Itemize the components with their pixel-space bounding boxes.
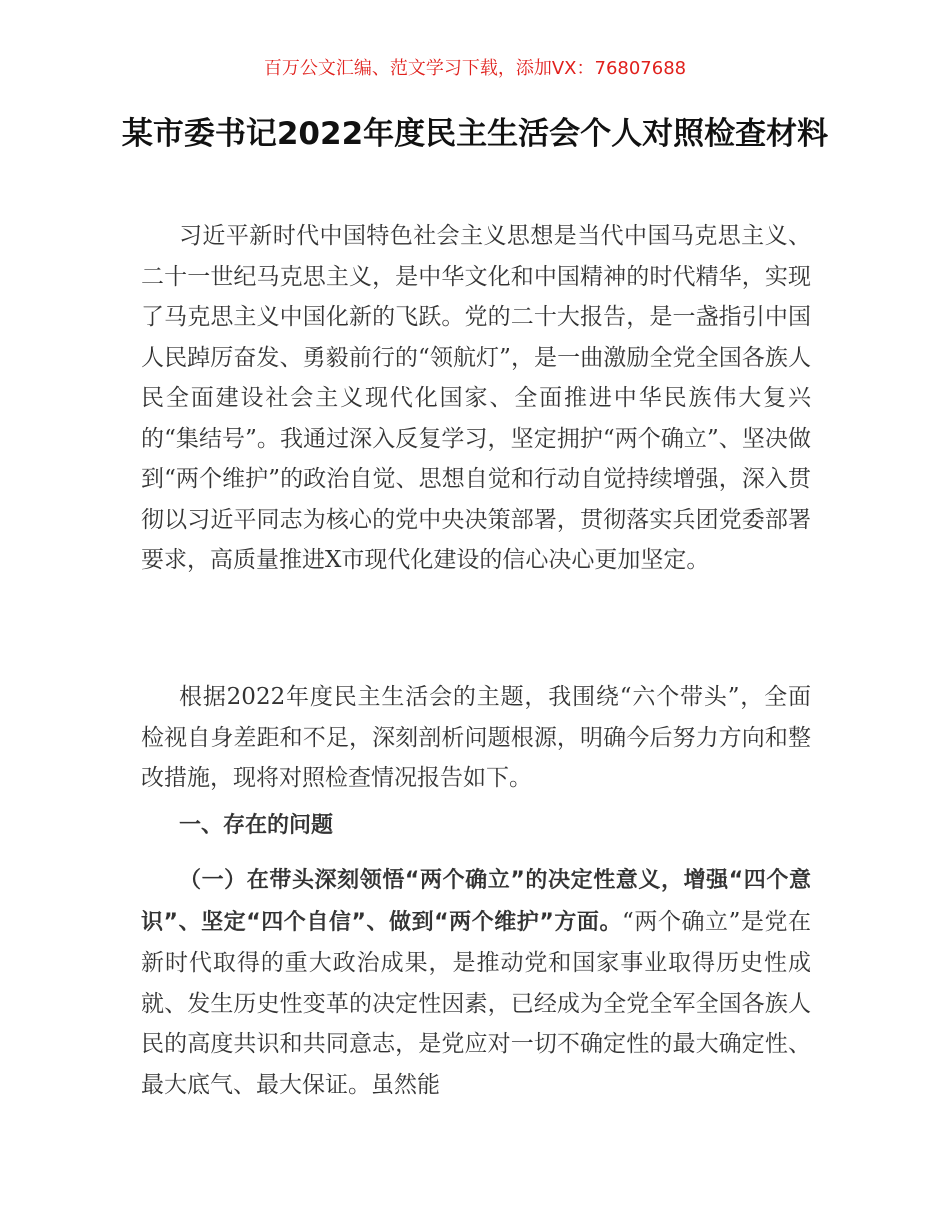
document-title: 某市委书记2022年度民主生活会个人对照检查材料 <box>121 116 829 152</box>
subsection-body: “两个确立”是党在新时代取得的重大政治成果，是推动党和国家事业取得历史性成就、发生历史性变革的决定性因素，已经成为全党全军全国各族人民的高度共识和共同意志，是党应对一切不确定性的最大确定性、最大底气、最大保证。虽然能 <box>141 908 811 1098</box>
paragraph-intro: 习近平新时代中国特色社会主义思想是当代中国马克思主义、二十一世纪马克思主义，是中华文化和中国精神的时代精华，实现了马克思主义中国化新的飞跃。党的二十大报告，是一盏指引中国人民踔厉奋发、勇毅前行的“领航灯”，是一曲激励全党全国各族人民全面建设社会主义现代化国家、全面推进中华民族伟大复兴的“集结号”。我通过深入反复学习，坚定拥护“两个确立”、坚决做到“两个维护”的政治自觉、思想自觉和行动自觉持续增强，深入贯彻以习近平同志为核心的党中央决策部署，贯彻落实兵团党委部署要求，高质量推进X市现代化建设的信心决心更加坚定。 <box>141 223 811 573</box>
header-banner: 百万公文汇编、范文学习下载，添加VX：76807688 <box>263 58 687 79</box>
paragraph-purpose: 根据2022年度民主生活会的主题，我围绕“六个带头”，全面检视自身差距和不足，深刻剖析问题根源，明确今后努力方向和整改措施，现将对照检查情况报告如下。 <box>141 684 811 791</box>
section-heading: 一、存在的问题 <box>179 813 334 838</box>
subsection-block <box>141 860 811 1105</box>
subsection-heading: （一）在带头深刻领悟“两个确立”的决定性意义，增强“四个意识”、坚定“四个自信”、做到“两个维护”方面。 <box>141 868 811 935</box>
